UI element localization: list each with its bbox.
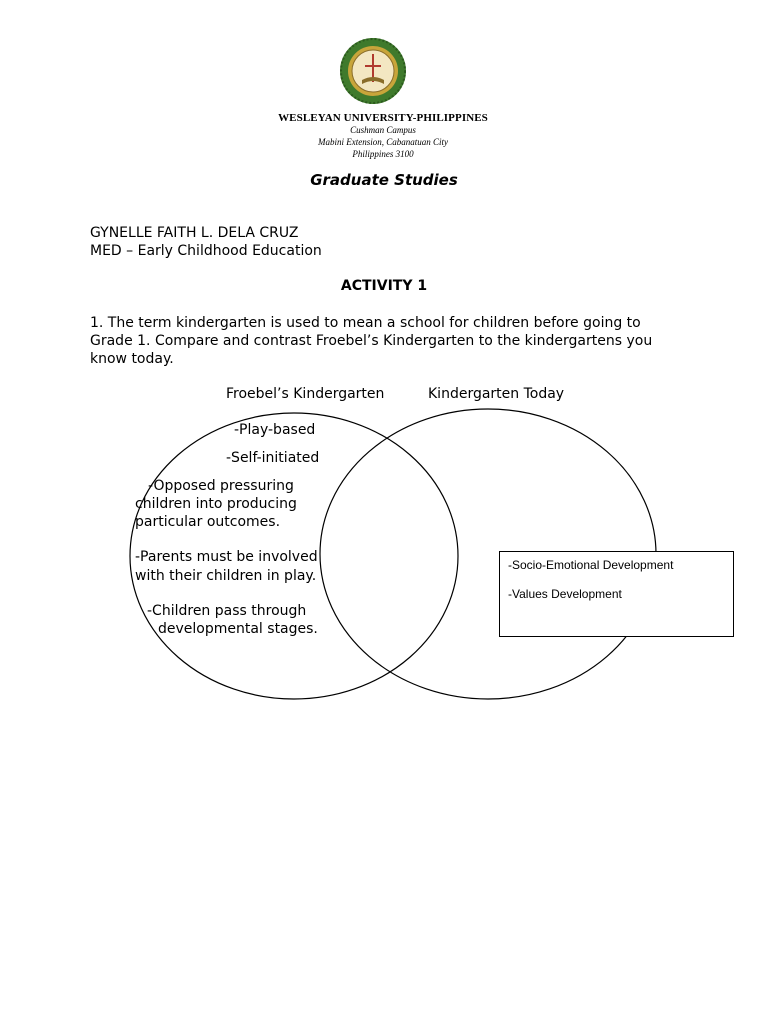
university-name: WESLEYAN UNIVERSITY-PHILIPPINES — [278, 112, 488, 124]
venn-right-label: Kindergarten Today — [428, 386, 565, 402]
venn-left-item-self-initiated: -Self-initiated — [226, 450, 320, 466]
question-line-2: Grade 1. Compare and contrast Froebel’s Kindergarten to the kindergartens you — [90, 333, 653, 349]
campus-address: Mabini Extension, Cabanatuan City — [318, 137, 448, 147]
venn-left-item-stages-1: -Children pass through — [147, 603, 307, 619]
campus-name: Cushman Campus — [350, 125, 416, 135]
venn-left-item-opposed-2: children into producing — [135, 496, 297, 512]
question-line-1: 1. The term kindergarten is used to mean a school for children before going to — [90, 315, 641, 331]
venn-right-item-values: -Values Development — [508, 587, 622, 601]
venn-left-item-opposed-1: -Opposed pressuring — [148, 478, 294, 494]
venn-left-item-parents-2: with their children in play. — [135, 568, 317, 584]
department-title: Graduate Studies — [310, 171, 458, 189]
venn-right-item-socio: -Socio-Emotional Development — [508, 558, 674, 572]
student-name: GYNELLE FAITH L. DELA CRUZ — [90, 225, 299, 241]
venn-left-item-opposed-3: particular outcomes. — [135, 514, 281, 530]
venn-left-item-parents-1: -Parents must be involved — [135, 549, 318, 565]
campus-country: Philippines 3100 — [352, 149, 414, 159]
venn-left-item-stages-2: developmental stages. — [158, 621, 318, 637]
venn-left-label: Froebel’s Kindergarten — [226, 386, 385, 402]
venn-left-item-play-based: -Play-based — [234, 422, 316, 438]
venn-right-textbox — [499, 551, 734, 637]
activity-title: ACTIVITY 1 — [340, 278, 428, 294]
student-program: MED – Early Childhood Education — [90, 243, 322, 259]
question-line-3: know today. — [90, 351, 174, 367]
